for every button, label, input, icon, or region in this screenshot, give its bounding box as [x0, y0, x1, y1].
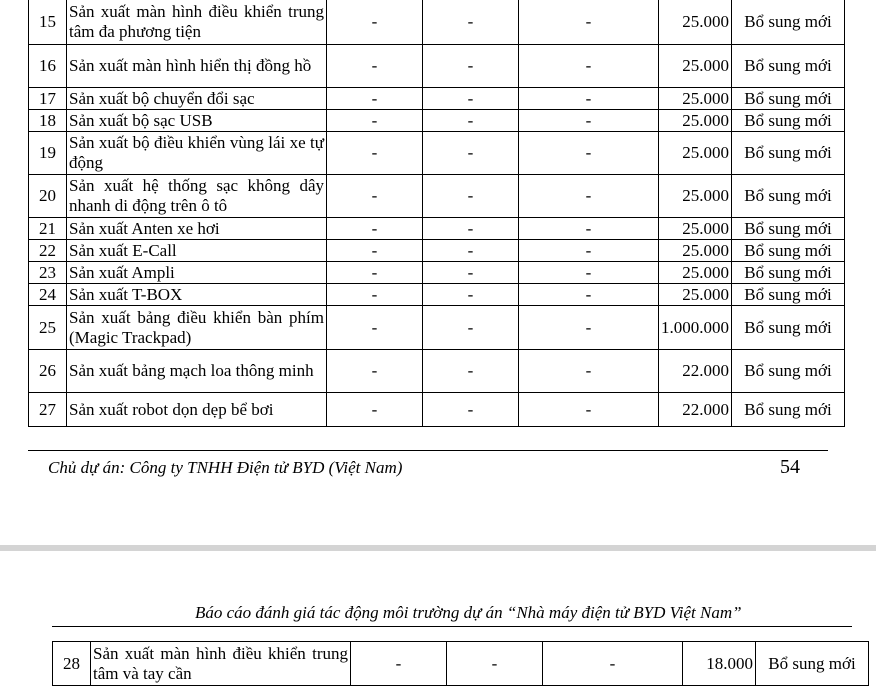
product-name-cell: Sản xuất bộ sạc USB: [67, 110, 327, 132]
page-number: 54: [780, 456, 800, 478]
note-cell: Bổ sung mới: [732, 110, 845, 132]
note-cell: Bổ sung mới: [732, 240, 845, 262]
column-4-cell: -: [423, 175, 519, 218]
capacity-cell: 22.000: [659, 393, 732, 427]
note-cell: Bổ sung mới: [732, 284, 845, 306]
column-5-cell: -: [519, 175, 659, 218]
column-4-cell: -: [423, 350, 519, 393]
product-name-cell: Sản xuất robot dọn dẹp bể bơi: [67, 393, 327, 427]
table-row: [29, 0, 845, 45]
column-4-cell: -: [423, 218, 519, 240]
table-row: [29, 240, 845, 262]
column-3-cell: -: [327, 0, 423, 45]
product-name-cell: Sản xuất màn hình hiển thị đồng hồ: [67, 45, 327, 88]
row-number-cell: 15: [29, 0, 67, 45]
product-name-cell: Sản xuất Ampli: [67, 262, 327, 284]
row-number-cell: 17: [29, 88, 67, 110]
column-5-cell: -: [519, 218, 659, 240]
table-row: [53, 642, 869, 686]
column-5-cell: -: [519, 284, 659, 306]
column-4-cell: -: [423, 393, 519, 427]
column-5-cell: -: [519, 262, 659, 284]
capacity-cell: 25.000: [659, 240, 732, 262]
product-name-cell: Sản xuất màn hình điều khiển trung tâm đa phương tiện: [67, 0, 327, 45]
note-cell: Bổ sung mới: [732, 175, 845, 218]
column-4-cell: -: [447, 642, 543, 686]
row-number-cell: 28: [53, 642, 91, 686]
table-row: [29, 350, 845, 393]
product-table: [28, 0, 845, 427]
page-header-title: Báo cáo đánh giá tác động môi trường dự án “Nhà máy điện tử BYD Việt Nam”: [195, 603, 742, 622]
column-4-cell: -: [423, 88, 519, 110]
note-cell: Bổ sung mới: [732, 393, 845, 427]
capacity-cell: 22.000: [659, 350, 732, 393]
column-3-cell: -: [327, 262, 423, 284]
capacity-cell: 25.000: [659, 132, 732, 175]
column-3-cell: -: [327, 132, 423, 175]
capacity-cell: 25.000: [659, 45, 732, 88]
column-3-cell: -: [351, 642, 447, 686]
product-name-cell: Sản xuất màn hình điều khiển trung tâm và tay cần: [91, 642, 351, 686]
capacity-cell: 25.000: [659, 88, 732, 110]
row-number-cell: 24: [29, 284, 67, 306]
column-5-cell: -: [519, 132, 659, 175]
column-3-cell: -: [327, 393, 423, 427]
capacity-cell: 25.000: [659, 218, 732, 240]
column-4-cell: -: [423, 132, 519, 175]
capacity-cell: 18.000: [683, 642, 756, 686]
column-3-cell: -: [327, 240, 423, 262]
note-cell: Bổ sung mới: [732, 350, 845, 393]
row-number-cell: 21: [29, 218, 67, 240]
page-footer: [48, 456, 800, 480]
note-cell: Bổ sung mới: [732, 0, 845, 45]
product-name-cell: Sản xuất bộ chuyển đổi sạc: [67, 88, 327, 110]
capacity-cell: 25.000: [659, 110, 732, 132]
product-table-continued: [52, 641, 869, 686]
column-4-cell: -: [423, 284, 519, 306]
product-name-cell: Sản xuất bảng mạch loa thông minh: [67, 350, 327, 393]
column-3-cell: -: [327, 88, 423, 110]
column-4-cell: -: [423, 240, 519, 262]
table-row: [29, 284, 845, 306]
column-5-cell: -: [519, 110, 659, 132]
document-page-55: [0, 551, 876, 697]
product-name-cell: Sản xuất Anten xe hơi: [67, 218, 327, 240]
product-name-cell: Sản xuất bảng điều khiển bàn phím (Magic Trackpad): [67, 306, 327, 350]
note-cell: Bổ sung mới: [732, 88, 845, 110]
column-5-cell: -: [543, 642, 683, 686]
column-5-cell: -: [519, 45, 659, 88]
capacity-cell: 25.000: [659, 0, 732, 45]
product-name-cell: Sản xuất bộ điều khiển vùng lái xe tự động: [67, 132, 327, 175]
column-4-cell: -: [423, 306, 519, 350]
table-row: [29, 393, 845, 427]
capacity-cell: 1.000.000: [659, 306, 732, 350]
footer-divider: [28, 450, 828, 451]
capacity-cell: 25.000: [659, 284, 732, 306]
row-number-cell: 16: [29, 45, 67, 88]
table-row: [29, 132, 845, 175]
table-row: [29, 110, 845, 132]
column-5-cell: -: [519, 350, 659, 393]
product-name-cell: Sản xuất T-BOX: [67, 284, 327, 306]
table-row: [29, 306, 845, 350]
header-divider: [52, 626, 852, 627]
note-cell: Bổ sung mới: [732, 218, 845, 240]
table-row: [29, 262, 845, 284]
capacity-cell: 25.000: [659, 262, 732, 284]
column-5-cell: -: [519, 88, 659, 110]
note-cell: Bổ sung mới: [732, 262, 845, 284]
column-3-cell: -: [327, 284, 423, 306]
footer-project-owner: Chủ dự án: Công ty TNHH Điện tử BYD (Việt Nam): [48, 458, 403, 477]
table-row: [29, 45, 845, 88]
column-3-cell: -: [327, 218, 423, 240]
column-5-cell: -: [519, 306, 659, 350]
column-3-cell: -: [327, 110, 423, 132]
note-cell: Bổ sung mới: [732, 132, 845, 175]
row-number-cell: 23: [29, 262, 67, 284]
column-4-cell: -: [423, 45, 519, 88]
column-4-cell: -: [423, 262, 519, 284]
row-number-cell: 18: [29, 110, 67, 132]
row-number-cell: 20: [29, 175, 67, 218]
column-5-cell: -: [519, 0, 659, 45]
product-name-cell: Sản xuất E-Call: [67, 240, 327, 262]
row-number-cell: 22: [29, 240, 67, 262]
table-row: [29, 88, 845, 110]
column-3-cell: -: [327, 306, 423, 350]
row-number-cell: 26: [29, 350, 67, 393]
table-row: [29, 218, 845, 240]
column-4-cell: -: [423, 0, 519, 45]
column-5-cell: -: [519, 393, 659, 427]
column-4-cell: -: [423, 110, 519, 132]
product-name-cell: Sản xuất hệ thống sạc không dây nhanh di động trên ô tô: [67, 175, 327, 218]
column-3-cell: -: [327, 45, 423, 88]
row-number-cell: 27: [29, 393, 67, 427]
row-number-cell: 25: [29, 306, 67, 350]
note-cell: Bổ sung mới: [732, 306, 845, 350]
row-number-cell: 19: [29, 132, 67, 175]
note-cell: Bổ sung mới: [756, 642, 869, 686]
capacity-cell: 25.000: [659, 175, 732, 218]
column-3-cell: -: [327, 175, 423, 218]
column-3-cell: -: [327, 350, 423, 393]
table-row: [29, 175, 845, 218]
column-5-cell: -: [519, 240, 659, 262]
note-cell: Bổ sung mới: [732, 45, 845, 88]
